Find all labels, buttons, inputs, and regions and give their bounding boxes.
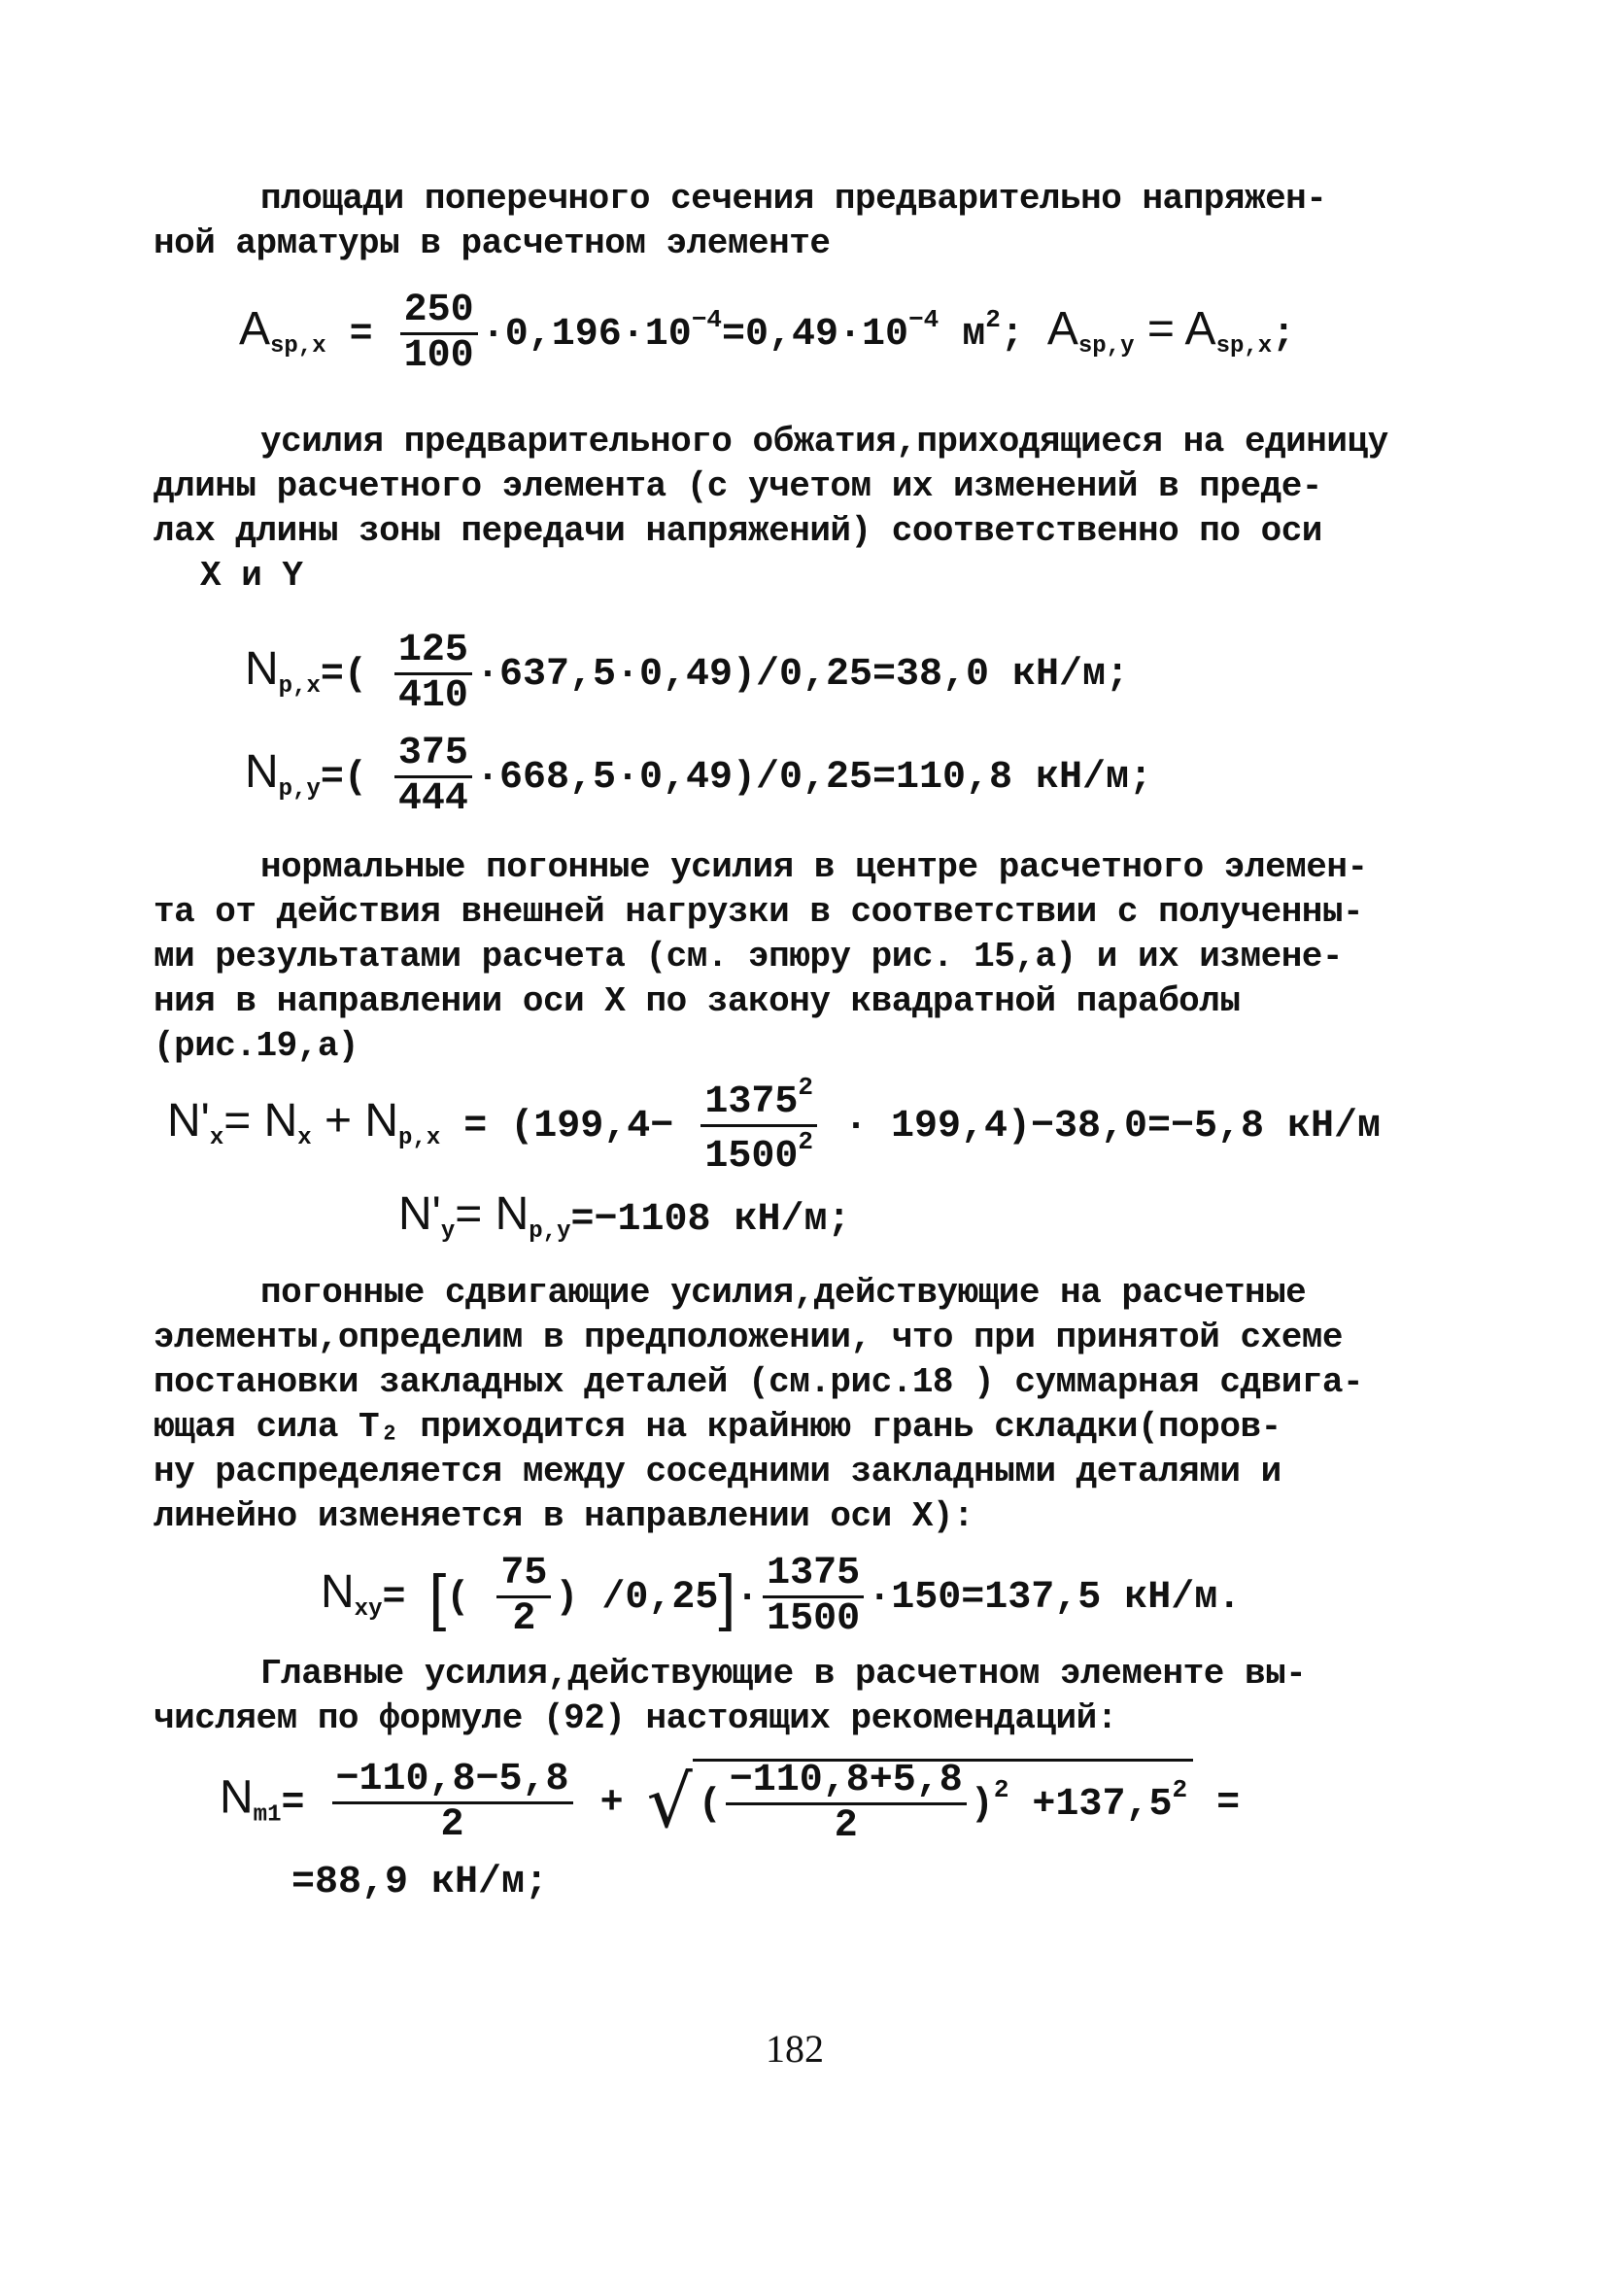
text-line: постановки закладных деталей (см.рис.18 ) суммарная сдвига- xyxy=(154,1362,1364,1402)
exponent: −4 xyxy=(907,305,940,335)
expression-part: · 199,4)−38,0=−5,8 кН/м xyxy=(820,1105,1382,1149)
expression-part: ·0,196·10 xyxy=(481,313,692,358)
separator: ; xyxy=(1000,313,1024,358)
numerator: −110,8−5,8 xyxy=(332,1761,573,1804)
symbol: N' xyxy=(167,1095,210,1148)
numerator: 1375 xyxy=(763,1555,864,1598)
text-line: Главные усилия,действующие в расчетном элементе вы- xyxy=(260,1654,1307,1694)
subscript: x xyxy=(297,1125,312,1152)
exponent: 2 xyxy=(993,1775,1009,1805)
symbol: A xyxy=(1046,303,1078,356)
numerator xyxy=(700,1075,817,1127)
expression-part: ·668,5·0,49)/0,25=110,8 кН/м; xyxy=(475,756,1153,801)
subscript: p,y xyxy=(529,1218,571,1245)
paragraph-normal-forces xyxy=(154,845,1368,1069)
exponent: 2 xyxy=(798,1127,813,1156)
fraction xyxy=(700,1075,817,1177)
denominator: 2 xyxy=(834,1804,858,1848)
denominator xyxy=(700,1127,817,1177)
denominator: 444 xyxy=(397,777,468,821)
equation-ny xyxy=(398,1188,851,1245)
text-line: элементы,определим в предположении, что при принятой схеме xyxy=(154,1318,1344,1357)
fraction xyxy=(400,291,478,376)
subscript: x xyxy=(209,1125,224,1152)
text-line: ной арматуры в расчетном элементе xyxy=(154,223,831,263)
expression-part: =−1108 кН/м; xyxy=(570,1198,851,1242)
text-line: ния в направлении оси X по закону квадратной параболы xyxy=(154,981,1241,1021)
equation-npx xyxy=(245,629,1130,718)
paragraph-asp-intro xyxy=(154,177,1326,266)
symbol: N xyxy=(220,1771,254,1824)
text-line: нормальные погонные усилия в центре расчетного элемен- xyxy=(260,847,1368,887)
exponent: 2 xyxy=(798,1073,813,1102)
paragraph-shear-forces xyxy=(154,1271,1363,1539)
fraction xyxy=(763,1552,864,1641)
separator: ; xyxy=(1272,313,1296,358)
operator: · xyxy=(735,1576,760,1621)
numerator: 250 xyxy=(400,291,478,335)
expression-part: ·637,5·0,49)/0,25=38,0 кН/м; xyxy=(475,653,1130,698)
unit: м xyxy=(939,313,986,358)
text-line: та от действия внешней нагрузки в соответствии с полученны- xyxy=(154,892,1364,932)
expression-part: =( xyxy=(320,653,367,698)
denominator: 100 xyxy=(403,334,474,378)
expression-part: = N xyxy=(455,1188,530,1240)
numerator: 75 xyxy=(496,1555,551,1598)
symbol: N' xyxy=(398,1188,441,1240)
denominator: 2 xyxy=(440,1802,464,1847)
equals-sign: = xyxy=(382,1576,406,1621)
expression-part: ) xyxy=(970,1783,994,1828)
denominator: 410 xyxy=(397,674,468,718)
text-line: длины расчетного элемента (с учетом их изменений в преде- xyxy=(154,466,1322,506)
bracket: [ xyxy=(428,1561,447,1632)
equation-nxy xyxy=(321,1552,1242,1641)
radicand xyxy=(693,1759,1193,1846)
paragraph-principal-forces xyxy=(154,1652,1306,1741)
numerator-value: 1375 xyxy=(704,1080,799,1124)
equation-nm1-result xyxy=(291,1861,549,1904)
equation-nx xyxy=(167,1075,1381,1177)
subscript: p,y xyxy=(278,776,321,804)
numerator: 375 xyxy=(394,735,472,778)
bracket: ] xyxy=(718,1561,736,1632)
equals-sign: = xyxy=(349,313,373,358)
subscript: m1 xyxy=(253,1801,282,1829)
exponent: −4 xyxy=(691,305,722,335)
expression-part: = (199,4− xyxy=(440,1105,674,1149)
symbol: N xyxy=(245,643,279,696)
expression-part: ( xyxy=(698,1783,722,1828)
expression-part: +137,5 xyxy=(1008,1783,1173,1828)
subscript: p,x xyxy=(278,673,321,701)
fraction xyxy=(496,1552,551,1641)
text-line: ну распределяется между соседними закладными деталями и xyxy=(154,1452,1281,1491)
equals-sign: = xyxy=(1193,1781,1241,1826)
equals-sign: = xyxy=(1134,303,1185,356)
subscript: y xyxy=(440,1218,456,1245)
numerator: 125 xyxy=(394,632,472,675)
page-number: 182 xyxy=(766,2027,824,2071)
text-line: площади поперечного сечения предварительно напряжен- xyxy=(260,179,1327,219)
fraction xyxy=(394,629,472,718)
text-line: лах длины зоны передачи напряжений) соответственно по оси xyxy=(154,511,1322,551)
symbol: A xyxy=(1184,303,1216,356)
symbol: A xyxy=(239,303,271,356)
exponent: 2 xyxy=(1172,1775,1188,1805)
equation-asp xyxy=(239,291,1295,376)
denominator-value: 1500 xyxy=(704,1135,799,1179)
subscript: p,x xyxy=(398,1125,441,1152)
text-line: X и Y xyxy=(200,556,303,596)
expression-part: ( xyxy=(446,1576,470,1621)
fraction xyxy=(726,1759,967,1848)
symbol: N xyxy=(321,1566,355,1619)
text-line: усилия предварительного обжатия,приходящиеся на единицу xyxy=(260,422,1388,462)
subscript: sp,x xyxy=(1215,333,1273,360)
text-line: (рис.19,а) xyxy=(154,1026,359,1066)
fraction xyxy=(332,1757,573,1847)
text-line: линейно изменяется в направлении оси X): xyxy=(154,1496,974,1536)
text-line: ми результатами расчета (см. эпюру рис. 15,а) и их измене- xyxy=(154,937,1344,977)
denominator: 1500 xyxy=(767,1597,861,1641)
symbol: N xyxy=(245,746,279,799)
expression-part: =( xyxy=(320,756,367,801)
expression-part: = N xyxy=(223,1095,298,1148)
subscript: xy xyxy=(354,1596,383,1624)
numerator: −110,8+5,8 xyxy=(726,1762,967,1805)
operator: + xyxy=(576,1781,647,1826)
equation-npy xyxy=(245,732,1153,821)
subscript: sp,x xyxy=(270,333,326,360)
subscript: sp,y xyxy=(1077,333,1135,360)
expression-part: =88,9 кН/м; xyxy=(291,1861,549,1904)
denominator: 2 xyxy=(512,1597,536,1641)
fraction xyxy=(394,732,472,821)
text-line: ющая сила T₂ приходится на крайнюю грань складки(поров- xyxy=(154,1407,1281,1447)
square-root-sign: √ xyxy=(646,1761,693,1844)
exponent: 2 xyxy=(985,305,1001,335)
expression-part: ·150=137,5 кН/м. xyxy=(868,1576,1242,1621)
text-line: числяем по формуле (92) настоящих рекомендаций: xyxy=(154,1698,1117,1738)
equation-nm1 xyxy=(220,1759,1240,1846)
paragraph-prestress-forces xyxy=(154,420,1388,599)
equals-sign: = xyxy=(281,1781,305,1826)
text-line: погонные сдвигающие усилия,действующие на расчетные xyxy=(260,1273,1307,1313)
expression-part: + N xyxy=(311,1095,399,1148)
expression-part: ) /0,25 xyxy=(555,1576,719,1621)
expression-part: =0,49·10 xyxy=(721,313,908,358)
